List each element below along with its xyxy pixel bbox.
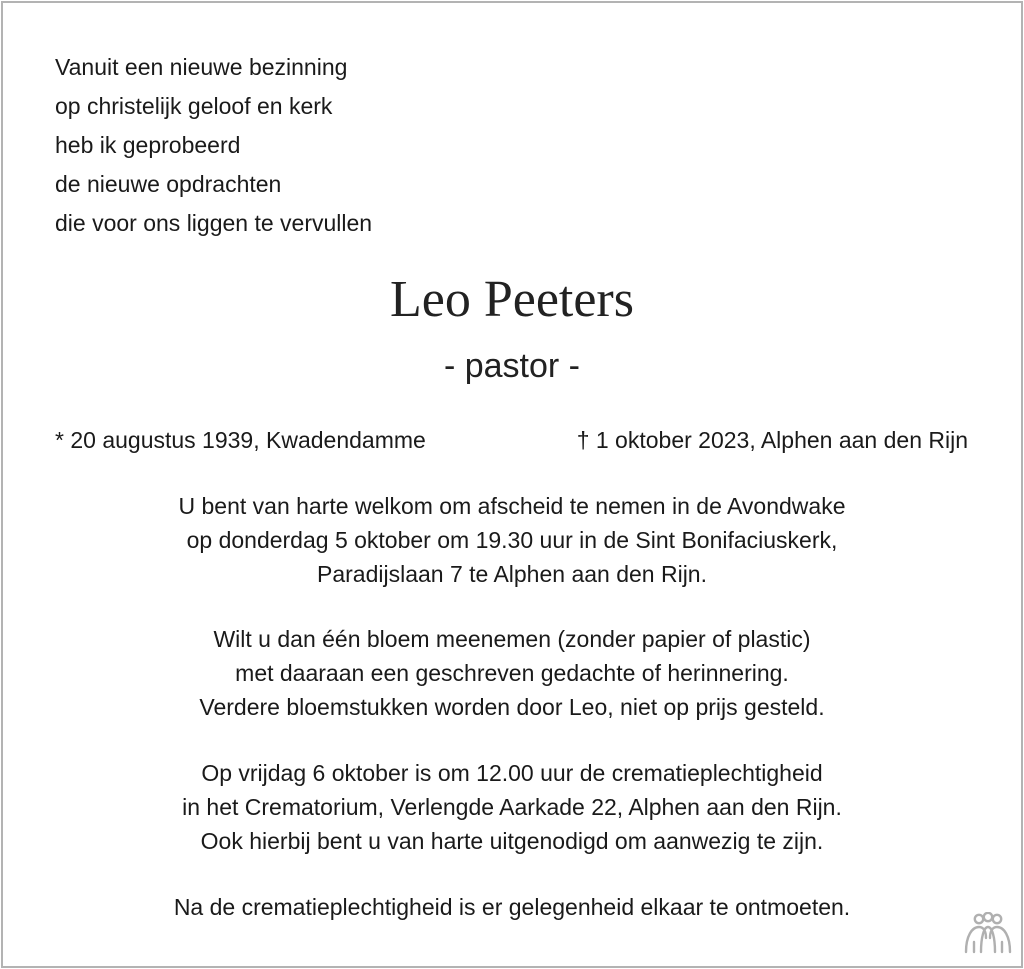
cremation-paragraph	[0, 756, 1024, 858]
paragraph-line: U bent van harte welkom om afscheid te nemen in de Avondwake	[178, 493, 846, 519]
birth-line: * 20 augustus 1939, Kwadendamme	[55, 427, 426, 453]
paragraph-line: Wilt u dan één bloem meenemen (zonder papier of plastic)	[213, 626, 811, 652]
deceased-name: Leo Peeters	[389, 271, 634, 328]
poem-line: de nieuwe opdrachten	[55, 171, 282, 197]
paragraph-line: Na de crematieplechtigheid is er gelegenheid elkaar te ontmoeten.	[173, 894, 851, 920]
paragraph-line: in het Crematorium, Verlengde Aarkade 22, Alphen aan den Rijn.	[182, 794, 842, 820]
poem	[55, 48, 372, 243]
paragraph-line: Op vrijdag 6 oktober is om 12.00 uur de crematieplechtigheid	[201, 760, 823, 786]
paragraph-line: op donderdag 5 oktober om 19.30 uur in de Sint Bonifaciuskerk,	[186, 527, 838, 553]
poem-line: op christelijk geloof en kerk	[55, 93, 333, 119]
family-people-icon	[962, 912, 1014, 956]
deceased-title: - pastor -	[443, 347, 581, 385]
death-line: † 1 oktober 2023, Alphen aan den Rijn	[576, 427, 968, 453]
flowers-paragraph	[0, 622, 1024, 724]
poem-line: heb ik geprobeerd	[55, 132, 241, 158]
vigil-paragraph	[0, 489, 1024, 591]
paragraph-line: Ook hierbij bent u van harte uitgenodigd om aanwezig te zijn.	[200, 828, 824, 854]
meeting-paragraph	[0, 890, 1024, 924]
paragraph-line: Paradijslaan 7 te Alphen aan den Rijn.	[316, 561, 707, 587]
poem-line: Vanuit een nieuwe bezinning	[55, 54, 348, 80]
poem-line: die voor ons liggen te vervullen	[55, 210, 373, 236]
paragraph-line: met daaraan een geschreven gedachte of herinnering.	[235, 660, 789, 686]
paragraph-line: Verdere bloemstukken worden door Leo, niet op prijs gesteld.	[199, 694, 825, 720]
